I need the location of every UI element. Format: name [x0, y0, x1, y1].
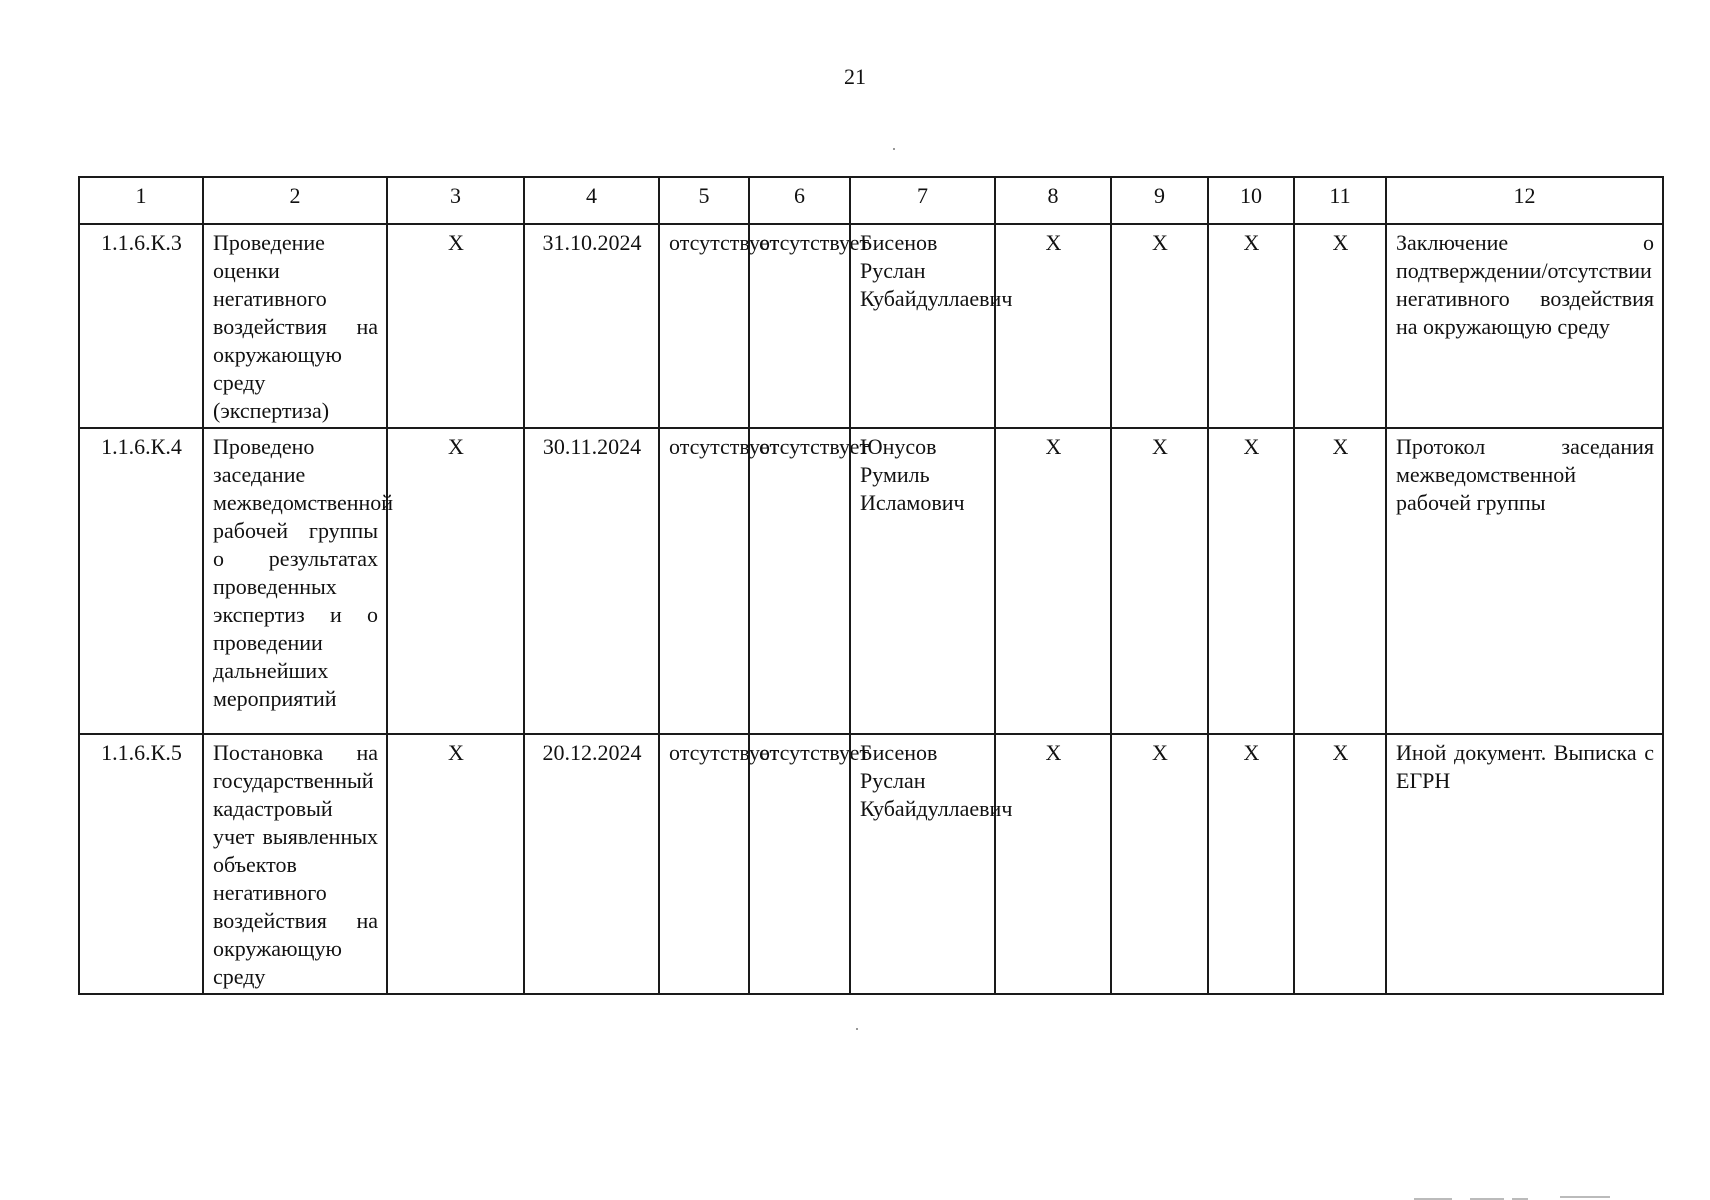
row-code: 1.1.6.К.4 [79, 428, 203, 734]
row-col8-mark: X [995, 224, 1111, 428]
row-col6-value: отсутствует [749, 428, 850, 734]
activity-table [78, 176, 1664, 995]
column-header-2: 2 [203, 177, 387, 224]
row-code: 1.1.6.К.5 [79, 734, 203, 994]
column-header-1: 1 [79, 177, 203, 224]
row-code: 1.1.6.К.3 [79, 224, 203, 428]
table-row [79, 224, 1663, 428]
column-header-10: 10 [1208, 177, 1294, 224]
row-col10-mark: X [1208, 224, 1294, 428]
table-row [79, 734, 1663, 994]
row-result: Протокол заседания межведомственной рабочей группы [1386, 428, 1663, 734]
row-col10-mark: X [1208, 734, 1294, 994]
table-header [79, 177, 1663, 224]
column-header-6: 6 [749, 177, 850, 224]
column-header-11: 11 [1294, 177, 1386, 224]
row-date: 30.11.2024 [524, 428, 659, 734]
column-header-7: 7 [850, 177, 995, 224]
row-col11-mark: X [1294, 734, 1386, 994]
scan-edge-mark [1560, 1196, 1610, 1198]
row-activity-name: Проведено заседание межведомственной рабочей группы о результатах проведенных экспертиз и о проведении дальнейших мероприятий [203, 428, 387, 734]
row-result: Иной документ. Выписка с ЕГРН [1386, 734, 1663, 994]
row-responsible: Юнусов Румиль Исламович [850, 428, 995, 734]
row-col3-mark: X [387, 224, 524, 428]
row-date: 31.10.2024 [524, 224, 659, 428]
scan-speck [893, 148, 895, 150]
row-col11-mark: X [1294, 428, 1386, 734]
row-col9-mark: X [1111, 734, 1208, 994]
row-col6-value: отсутствует [749, 224, 850, 428]
table-body [79, 224, 1663, 994]
row-col3-mark: X [387, 734, 524, 994]
row-col8-mark: X [995, 428, 1111, 734]
row-col6-value: отсутствует [749, 734, 850, 994]
row-activity-name: Постановка на государственный кадастровый учет выявленных объектов негативного воздействия на окружающую среду [203, 734, 387, 994]
row-col9-mark: X [1111, 428, 1208, 734]
column-header-9: 9 [1111, 177, 1208, 224]
table-row [79, 428, 1663, 734]
scan-speck [856, 1028, 858, 1030]
row-activity-name: Проведение оценки негативного воздействия на окружающую среду (экспертиза) [203, 224, 387, 428]
column-header-3: 3 [387, 177, 524, 224]
row-responsible: Бисенов Руслан Кубайдуллаевич [850, 224, 995, 428]
row-col5-value: отсутствует [659, 734, 749, 994]
column-header-8: 8 [995, 177, 1111, 224]
column-header-4: 4 [524, 177, 659, 224]
page-number: 21 [844, 64, 866, 89]
row-col10-mark: X [1208, 428, 1294, 734]
row-col5-value: отсутствует [659, 224, 749, 428]
column-header-5: 5 [659, 177, 749, 224]
row-col3-mark: X [387, 428, 524, 734]
column-header-12: 12 [1386, 177, 1663, 224]
row-date: 20.12.2024 [524, 734, 659, 994]
row-col11-mark: X [1294, 224, 1386, 428]
row-responsible: Бисенов Руслан Кубайдуллаевич [850, 734, 995, 994]
table-header-row [79, 177, 1663, 224]
row-col9-mark: X [1111, 224, 1208, 428]
row-col5-value: отсутствует [659, 428, 749, 734]
row-result: Заключение о подтверждении/отсутствии негативного воздействия на окружающую среду [1386, 224, 1663, 428]
row-col8-mark: X [995, 734, 1111, 994]
